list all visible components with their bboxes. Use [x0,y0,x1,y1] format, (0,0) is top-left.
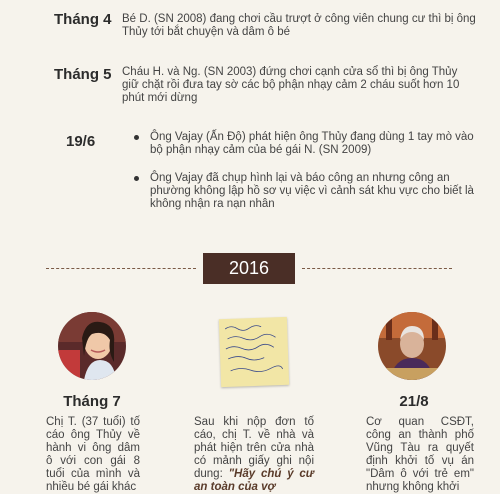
bullet-dot-icon [134,176,139,181]
timeline-text: Bé D. (SN 2008) đang chơi cầu trượt ở công viên chung cư thì bị ông Thủy tới bắt chuyện và dâm ô bé [122,13,476,38]
column-title: 21/8 [399,393,429,410]
column-text: Chị T. (37 tuổi) tố cáo ông Thủy về hành vi ông dâm ô với con gái 8 tuổi của mình và nhiều bé gái khác [46,416,140,493]
dashed-divider-right [302,268,452,269]
timeline-label: 19/6 [66,133,96,150]
timeline-label: Tháng 4 [54,11,112,28]
dashed-divider-left [46,268,196,269]
woman-portrait-image [58,312,126,380]
timeline-label: Tháng 5 [54,66,112,83]
handwritten-note-image [219,317,289,387]
man-in-court-image [378,312,446,380]
column-text-quote: "Hãy chú ý cư an toàn của vợ [194,468,314,493]
bullet-text: Ông Vajay (Ấn Độ) phát hiện ông Thủy đang dùng 1 tay mò vào bộ phận nhạy cảm của bé gái N. (SN 2009) [150,131,474,156]
bullet-dot-icon [134,135,139,140]
note-scribble [219,317,289,387]
year-badge: 2016 [203,253,295,284]
column-title: Tháng 7 [63,393,121,410]
column-text [194,416,314,494]
bullet-text: Ông Vajay đã chụp hình lại và báo công an nhưng công an phường không lập hồ sơ vụ việc vì cảnh sát khu vực cho biết là không nhận ra nạn nhân [150,172,474,210]
column-text-prefix: Sau khi nộp đơn tố cáo, chị T. về nhà và phát hiện trên cửa nhà có mảnh giấy ghi nội dung: [194,416,314,480]
column-text: Cơ quan CSĐT, công an thành phố Vũng Tàu ra quyết định khởi tố vụ án "Dâm ô với trẻ em" nhưng không khởi [366,416,474,493]
timeline-text: Cháu H. và Ng. (SN 2003) đứng chơi cạnh cửa sổ thì bị ông Thủy giữ chặt rồi đưa tay sờ các bộ phận nhạy cảm 2 cháu suốt hơn 10 phút mới dừng [122,66,460,104]
